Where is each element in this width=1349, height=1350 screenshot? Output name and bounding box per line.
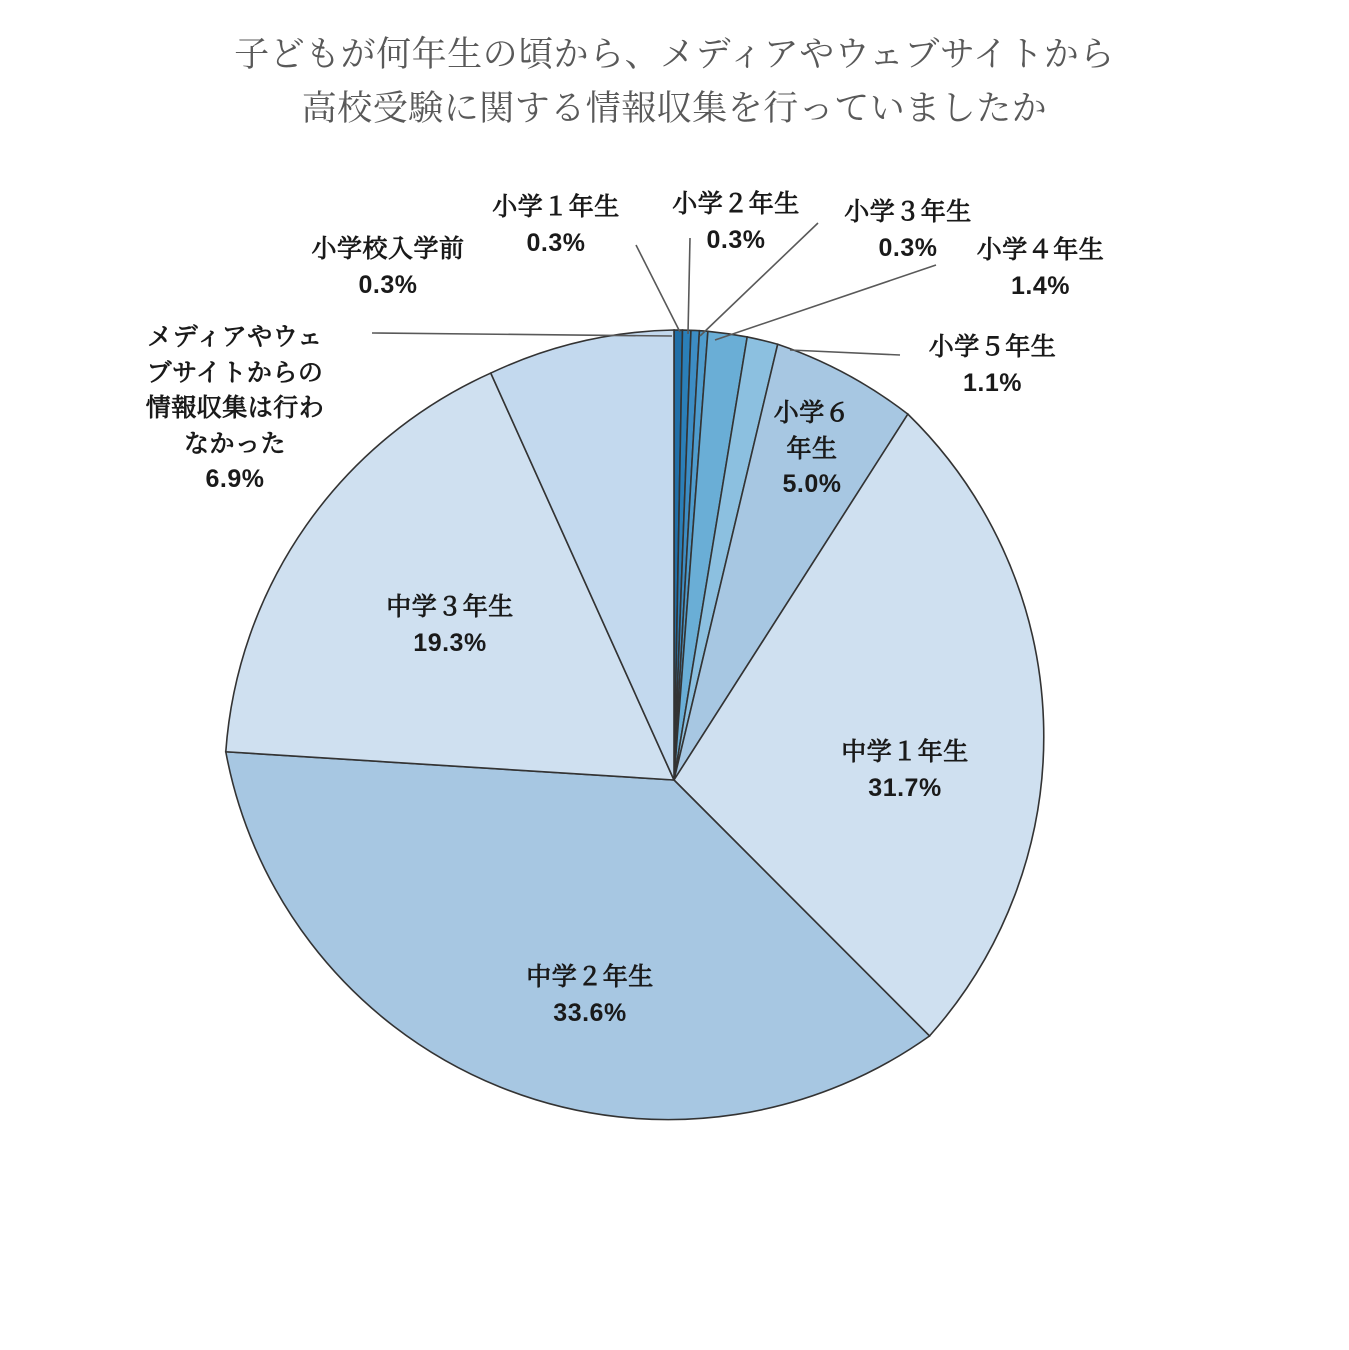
label-shogaku-1 xyxy=(466,190,646,261)
label-chugaku-1-name: 中学１年生 xyxy=(841,738,969,766)
label-no-media-research-line-2: ブサイトからの xyxy=(146,358,324,387)
label-shogaku-6-line-1: 小学６ xyxy=(773,399,851,427)
label-shogaku-3-value: 0.3% xyxy=(878,233,938,262)
label-shogaku-4 xyxy=(948,233,1133,304)
label-shogaku-2 xyxy=(646,187,826,258)
label-chugaku-2 xyxy=(470,960,710,1031)
label-shogaku-6-line-2: 年生 xyxy=(786,434,838,463)
label-chugaku-3-value: 19.3% xyxy=(413,628,487,657)
label-shogaku-6-value: 5.0% xyxy=(782,470,842,498)
label-chugaku-2-name: 中学２年生 xyxy=(526,963,654,991)
label-chugaku-2-value: 33.6% xyxy=(553,998,627,1027)
label-shogaku-1-value: 0.3% xyxy=(526,228,586,257)
chart-title-line-2: 高校受験に関する情報収集を行っていましたか xyxy=(301,89,1048,129)
label-chugaku-3-name: 中学３年生 xyxy=(386,593,514,621)
label-no-media-research xyxy=(110,320,360,498)
label-shogaku-4-name: 小学４年生 xyxy=(976,236,1105,264)
label-chugaku-1 xyxy=(790,735,1020,806)
label-chugaku-1-value: 31.7% xyxy=(868,773,942,802)
label-shogaku-4-value: 1.4% xyxy=(1011,271,1070,300)
label-shogaku-1-name: 小学１年生 xyxy=(492,193,620,221)
label-shogaku-2-value: 0.3% xyxy=(706,225,766,254)
label-shogakko-nyugakumae-name: 小学校入学前 xyxy=(311,235,465,263)
label-no-media-research-value: 6.9% xyxy=(205,465,265,493)
label-no-media-research-line-3: 情報収集は行わ xyxy=(145,394,325,422)
label-chugaku-3 xyxy=(330,590,570,661)
label-shogakko-nyugakumae-value: 0.3% xyxy=(358,270,418,299)
label-shogakko-nyugakumae xyxy=(278,232,498,303)
label-no-media-research-line-1: メディアやウェ xyxy=(147,323,323,351)
leader-line-shogaku-5 xyxy=(790,350,900,355)
label-shogaku-5-value: 1.1% xyxy=(963,368,1022,397)
label-shogaku-5-name: 小学５年生 xyxy=(928,333,1057,361)
label-shogaku-2-name: 小学２年生 xyxy=(672,190,800,218)
label-shogaku-5 xyxy=(900,330,1085,401)
leader-line-shogaku-4 xyxy=(715,265,936,340)
label-no-media-research-line-4: なかった xyxy=(183,429,286,458)
chart-title-line-1: 子どもが何年生の頃から、メディアやウェブサイトから xyxy=(234,35,1115,74)
label-shogaku-3-name: 小学３年生 xyxy=(844,198,972,226)
label-shogaku-6 xyxy=(752,396,872,503)
